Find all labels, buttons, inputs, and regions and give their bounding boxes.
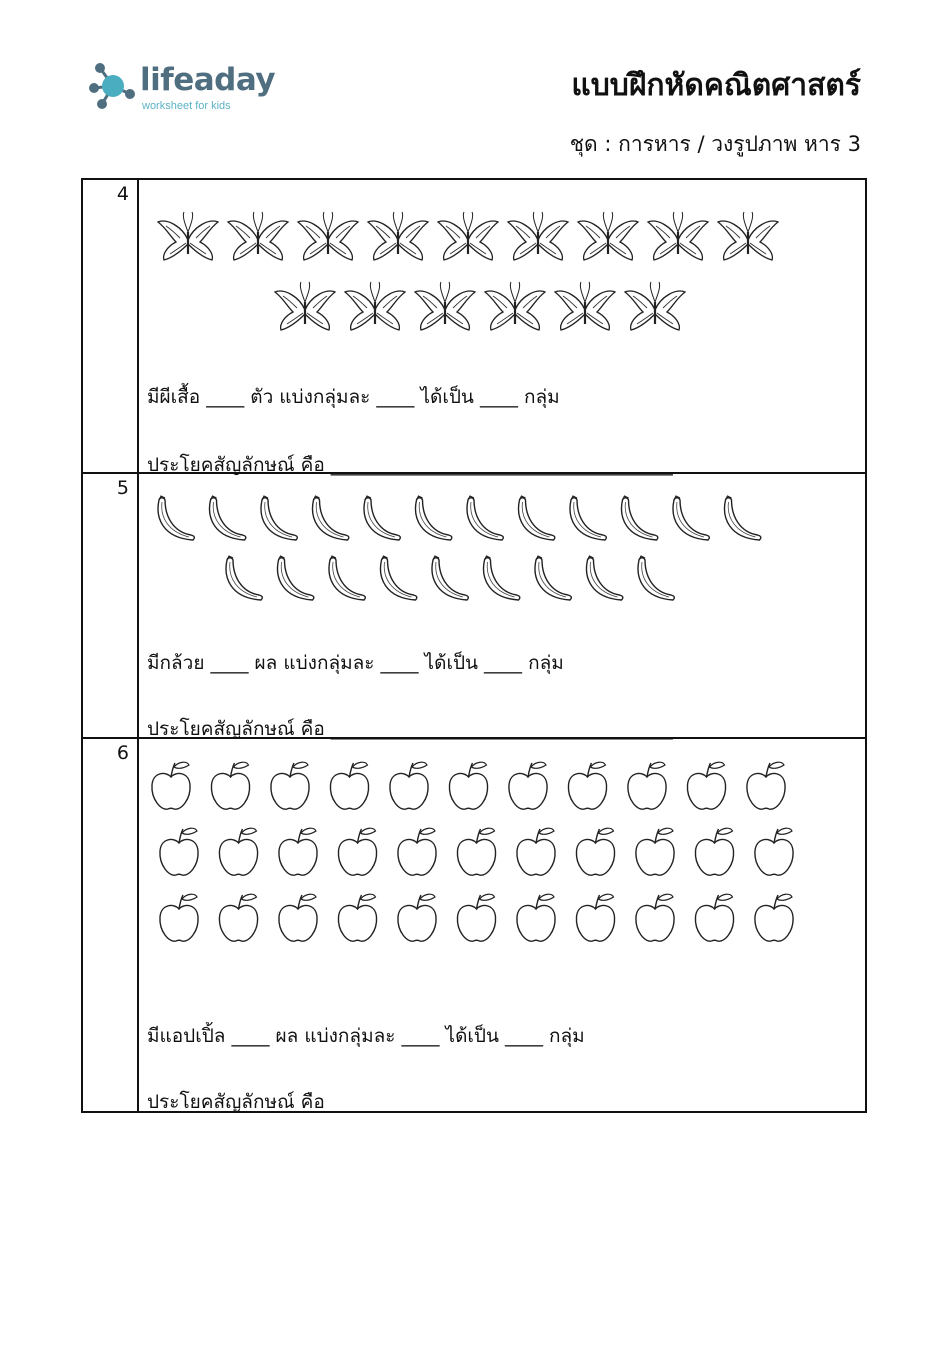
banana-icon bbox=[725, 496, 761, 540]
apple-icon bbox=[576, 894, 614, 941]
butterfly-icon bbox=[228, 212, 288, 260]
apple-icon bbox=[517, 828, 555, 875]
butterfly-icon bbox=[158, 212, 218, 260]
apple-icon bbox=[755, 828, 793, 875]
apple-icon bbox=[695, 828, 733, 875]
banana-icon bbox=[519, 496, 555, 540]
butterfly-icon bbox=[648, 212, 708, 260]
apple-icon bbox=[390, 762, 428, 809]
apple-icon bbox=[338, 828, 376, 875]
apple-icon bbox=[398, 894, 436, 941]
butterfly-icon bbox=[345, 282, 405, 330]
apple-icon bbox=[747, 762, 785, 809]
question-text: มีผีเสื้อ ____ ตัว แบ่งกลุ่มละ ____ ได้เป็น ____ กลุ่ม bbox=[147, 386, 560, 408]
apple-icon bbox=[279, 828, 317, 875]
banana-icon bbox=[622, 496, 658, 540]
problem-number: 6 bbox=[116, 742, 129, 764]
apple-icon bbox=[687, 762, 725, 809]
apple-icon bbox=[271, 762, 309, 809]
banana-icon bbox=[261, 496, 297, 540]
apple-icon bbox=[517, 894, 555, 941]
apple-icon-group bbox=[83, 739, 865, 979]
banana-icon bbox=[226, 556, 262, 600]
banana-icon bbox=[535, 556, 571, 600]
apple-icon bbox=[568, 762, 606, 809]
apple-icon bbox=[509, 762, 547, 809]
apple-icon bbox=[279, 894, 317, 941]
apple-icon bbox=[398, 828, 436, 875]
butterfly-icon bbox=[555, 282, 615, 330]
apple-icon bbox=[695, 894, 733, 941]
butterfly-icon bbox=[368, 212, 428, 260]
question-text: มีกล้วย ____ ผล แบ่งกลุ่มละ ____ ได้เป็น ____ กลุ่ม bbox=[147, 652, 564, 674]
banana-icon bbox=[432, 556, 468, 600]
apple-icon bbox=[636, 894, 674, 941]
apple-icon bbox=[755, 894, 793, 941]
butterfly-icon bbox=[508, 212, 568, 260]
apple-icon bbox=[152, 762, 190, 809]
apple-icon bbox=[628, 762, 666, 809]
butterfly-icon bbox=[275, 282, 335, 330]
banana-icon bbox=[484, 556, 520, 600]
apple-icon bbox=[636, 828, 674, 875]
banana-icon bbox=[570, 496, 606, 540]
butterfly-icon bbox=[415, 282, 475, 330]
banana-icon bbox=[278, 556, 314, 600]
butterfly-icon bbox=[298, 212, 358, 260]
problem-row-6 bbox=[83, 739, 865, 1111]
question-text: มีแอปเปิ้ล ____ ผล แบ่งกลุ่มละ ____ ได้เป็น ____ กลุ่ม bbox=[147, 1025, 585, 1047]
apple-icon bbox=[219, 894, 257, 941]
apple-icon bbox=[160, 828, 198, 875]
problem-row-5 bbox=[83, 474, 865, 739]
butterfly-icon bbox=[438, 212, 498, 260]
apple-icon bbox=[449, 762, 487, 809]
apple-icon bbox=[576, 828, 614, 875]
problem-number: 5 bbox=[116, 477, 129, 499]
apple-icon bbox=[457, 894, 495, 941]
problem-row-4 bbox=[83, 180, 865, 474]
apple-icon bbox=[338, 894, 376, 941]
banana-icon bbox=[329, 556, 365, 600]
banana-icon bbox=[587, 556, 623, 600]
apple-icon bbox=[330, 762, 368, 809]
logo-molecule-icon bbox=[88, 58, 138, 112]
logo-wordmark: lifeaday bbox=[140, 62, 276, 98]
butterfly-icon-group bbox=[83, 180, 865, 350]
page-subtitle: ชุด : การหาร / วงรูปภาพ หาร 3 bbox=[569, 132, 861, 156]
banana-icon bbox=[158, 496, 194, 540]
butterfly-icon bbox=[625, 282, 685, 330]
logo-tagline: worksheet for kids bbox=[142, 100, 231, 112]
banana-icon bbox=[313, 496, 349, 540]
worksheet-table bbox=[81, 178, 867, 1113]
banana-icon bbox=[467, 496, 503, 540]
banana-icon bbox=[210, 496, 246, 540]
sentence-text: ประโยคสัญลักษณ์ คือ ____________________________________ bbox=[147, 718, 673, 740]
butterfly-icon bbox=[578, 212, 638, 260]
butterfly-icon bbox=[485, 282, 545, 330]
problem-number: 4 bbox=[116, 183, 129, 205]
banana-icon bbox=[416, 496, 452, 540]
apple-icon bbox=[160, 894, 198, 941]
apple-icon bbox=[219, 828, 257, 875]
banana-icon bbox=[638, 556, 674, 600]
sentence-text: ประโยคสัญลักษณ์ คือ ____________________________________ bbox=[147, 1091, 673, 1113]
apple-icon bbox=[457, 828, 495, 875]
sentence-text: ประโยคสัญลักษณ์ คือ ____________________________________ bbox=[147, 454, 673, 476]
page-title: แบบฝึกหัดคณิตศาสตร์ bbox=[571, 68, 861, 103]
banana-icon bbox=[364, 496, 400, 540]
banana-icon bbox=[381, 556, 417, 600]
banana-icon-group bbox=[83, 474, 865, 614]
butterfly-icon bbox=[718, 212, 778, 260]
logo bbox=[88, 58, 288, 118]
banana-icon bbox=[673, 496, 709, 540]
apple-icon bbox=[211, 762, 249, 809]
